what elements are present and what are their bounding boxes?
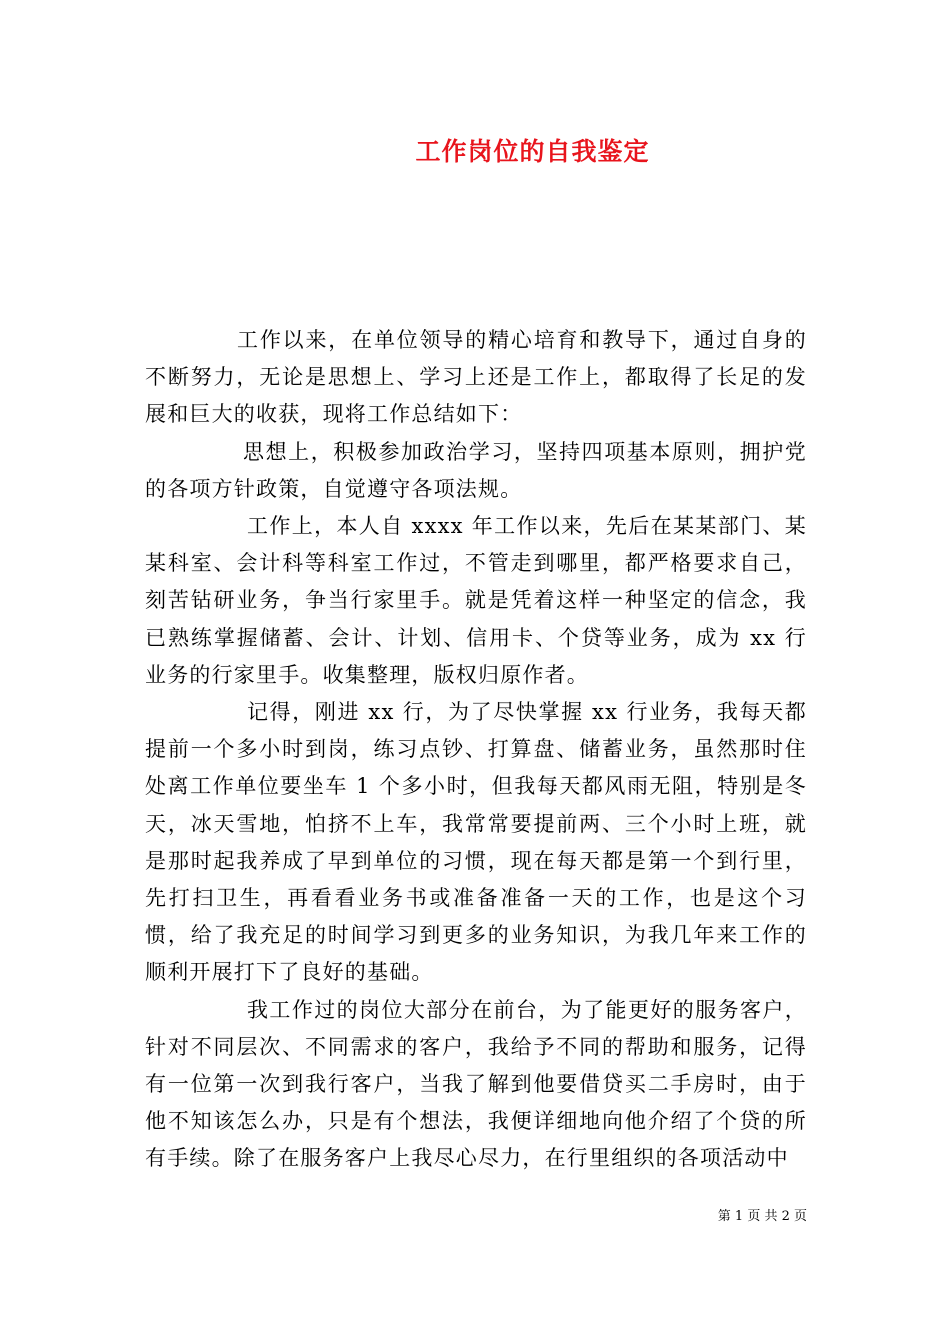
document-body	[145, 322, 807, 1178]
document-title: 工作岗位的自我鉴定	[415, 137, 650, 166]
paragraph-service: 我工作过的岗位大部分在前台，为了能更好的服务客户，针对不同层次、不同需求的客户，我给予不同的帮助和服务，记得有一位第一次到我行客户，当我了解到他要借贷买二手房时，由于他不知该怎么办，只是有个想法，我便详细地向他介绍了个贷的所有手续。除了在服务客户上我尽心尽力，在行里组织的各项活动中	[145, 997, 807, 1171]
paragraph-thought: 思想上，积极参加政治学习，坚持四项基本原则，拥护党的各项方针政策，自觉遵守各项法规。	[145, 439, 807, 501]
paragraph-work: 工作上，本人自 xxxx 年工作以来，先后在某某部门、某某科室、会计科等科室工作过，不管走到哪里，都严格要求自己，刻苦钻研业务，争当行家里手。就是凭着这样一种坚定的信念，我已熟练掌握储蓄、会计、计划、信用卡、个贷等业务，成为 xx 行业务的行家里手。收集整理，版权归原作者。	[145, 514, 807, 687]
paragraph-intro: 工作以来，在单位领导的精心培育和教导下，通过自身的不断努力，无论是思想上、学习上还是工作上，都取得了长足的发展和巨大的收获，现将工作总结如下：	[145, 328, 807, 427]
page-number: 第 1 页 共 2 页	[717, 1209, 807, 1224]
paragraph-memory: 记得，刚进 xx 行，为了尽快掌握 xx 行业务，我每天都提前一个多小时到岗，练习点钞、打算盘、储蓄业务，虽然那时住处离工作单位要坐车 1 个多小时，但我每天都风雨无阻，特别是冬天，冰天雪地，怕挤不上车，我常常要提前两、三个小时上班，就是那时起我养成了早到单位的习惯，现在每天都是第一个到行里，先打扫卫生，再看看业务书或准备准备一天的工作，也是这个习惯，给了我充足的时间学习到更多的业务知识，为我几年来工作的顺利开展打下了良好的基础。	[145, 700, 807, 985]
